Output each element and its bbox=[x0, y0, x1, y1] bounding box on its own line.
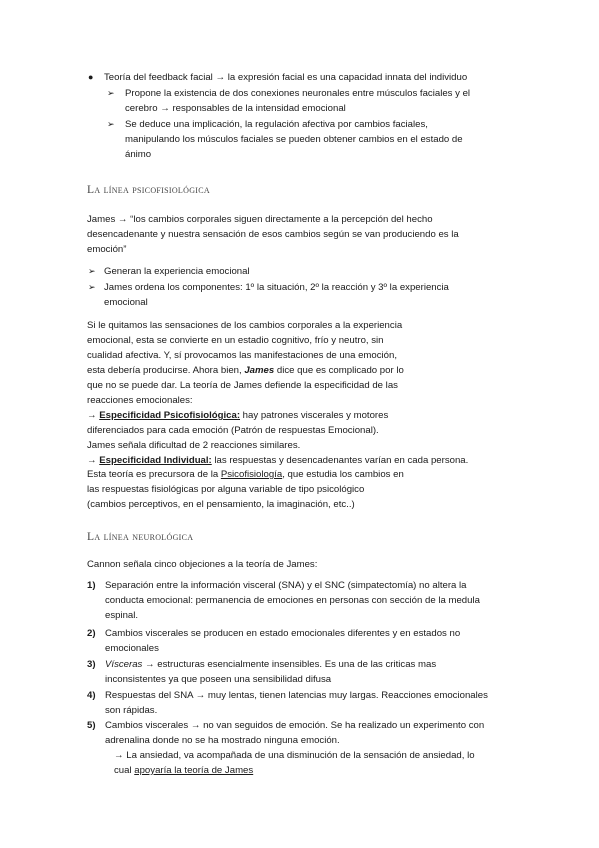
apoyaria-teoria-james-link: apoyaría la teoría de James bbox=[134, 765, 254, 776]
objection-number: 5) bbox=[87, 720, 96, 731]
arrow-bullet-icon: ➢ bbox=[88, 282, 96, 292]
objection-item: Separación entre la información visceral (SNA) y el SNC (simpatectomía) no altera la conducta emocional: permanencia de emociones en personas con sección de la medula espinal. bbox=[105, 580, 480, 621]
paragraph-sensaciones: Si le quitamos las sensaciones de los cambios corporales a la experiencia emocional, esta se convierte en un estadio cognitivo, frío y neutro, sin cualidad afectiva. Y, sí provocamos las manifestaciones de una emoción, esta debería producirse. Ahora bien, James dice que es complicado por lo que no se puede dar. La teoría de James defiende la especificidad de las reacciones emocionales: bbox=[87, 320, 404, 406]
arrow-bullet-icon: ➢ bbox=[107, 88, 115, 98]
section-heading-psicofisiologica: La línea psicofisiológica bbox=[87, 184, 210, 196]
section-heading-neurologica: La línea neurológica bbox=[87, 531, 194, 543]
sub-bullet-text: Se deduce una implicación, la regulación afectiva por cambios faciales, manipulando los músculos faciales se pueden obtener cambios en el estado de ánimo bbox=[125, 119, 463, 160]
objection-item: Cambios viscerales se producen en estado emocionales diferentes y en estados no emocionales bbox=[105, 628, 461, 654]
objection-number: 3) bbox=[87, 659, 96, 670]
especificidad-block: → Especificidad Psicofisiológica: hay patrones viscerales y motores diferenciados para cada emoción (Patrón de respuestas Emocional). James señala dificultad de 2 reacciones similares. → Especificidad Individual: las respuestas y desencadenantes varían en cada persona. bbox=[87, 410, 469, 466]
feedback-facial-bullet: Teoría del feedback facial → la expresión facial es una capacidad innata del individuo bbox=[104, 72, 468, 83]
psicofisiologia-link: Psicofisiología bbox=[220, 469, 283, 480]
james-point: James ordena los componentes: 1º la situación, 2º la reacción y 3º la experiencia emocional bbox=[104, 282, 449, 308]
especificidad-psicofisiologica-label: Especificidad Psicofisiológica: bbox=[99, 410, 241, 421]
objection-number: 1) bbox=[87, 580, 96, 591]
objection-item: Respuestas del SNA → muy lentas, tienen latencias muy largas. Reacciones emocionales son rápidas. bbox=[105, 690, 488, 716]
objection-item: Vísceras → estructuras esencialmente insensibles. Es una de las criticas mas inconsistentes ya que poseen una sensibilidad difusa bbox=[105, 659, 437, 685]
objection-number: 4) bbox=[87, 690, 96, 701]
bullet-dot: ● bbox=[88, 72, 94, 82]
objection-item: Cambios viscerales → no van seguidos de emoción. Se ha realizado un experimento con adrenalina donde no se ha mostrado ninguna emoción. bbox=[105, 720, 485, 746]
cannon-intro: Cannon señala cinco objeciones a la teoría de James: bbox=[87, 559, 318, 570]
arrow-bullet-icon: ➢ bbox=[107, 119, 115, 129]
especificidad-individual-label: Especificidad Individual: bbox=[99, 455, 212, 466]
ansiedad-note: → La ansiedad, va acompañada de una disminución de la sensación de ansiedad, lo cual apoyaría la teoría de James bbox=[114, 750, 475, 776]
sub-bullet-text: Propone la existencia de dos conexiones neuronales entre músculos faciales y el cerebro → responsables de la intensidad emocional bbox=[125, 88, 471, 114]
objection-number: 2) bbox=[87, 628, 96, 639]
james-quote: James → “los cambios corporales siguen directamente a la percepción del hecho desencadenante y nuestra sensación de esos cambios según se van produciendo es la emoción” bbox=[87, 214, 459, 255]
paragraph-precursora: Esta teoría es precursora de la Psicofisiología, que estudia los cambios en las respuestas fisiológicas por alguna variable de tipo psicológico (cambios perceptivos, en el pensamiento, la imaginación, etc..) bbox=[87, 469, 404, 510]
james-point: Generan la experiencia emocional bbox=[104, 266, 250, 277]
arrow-bullet-icon: ➢ bbox=[88, 266, 96, 276]
